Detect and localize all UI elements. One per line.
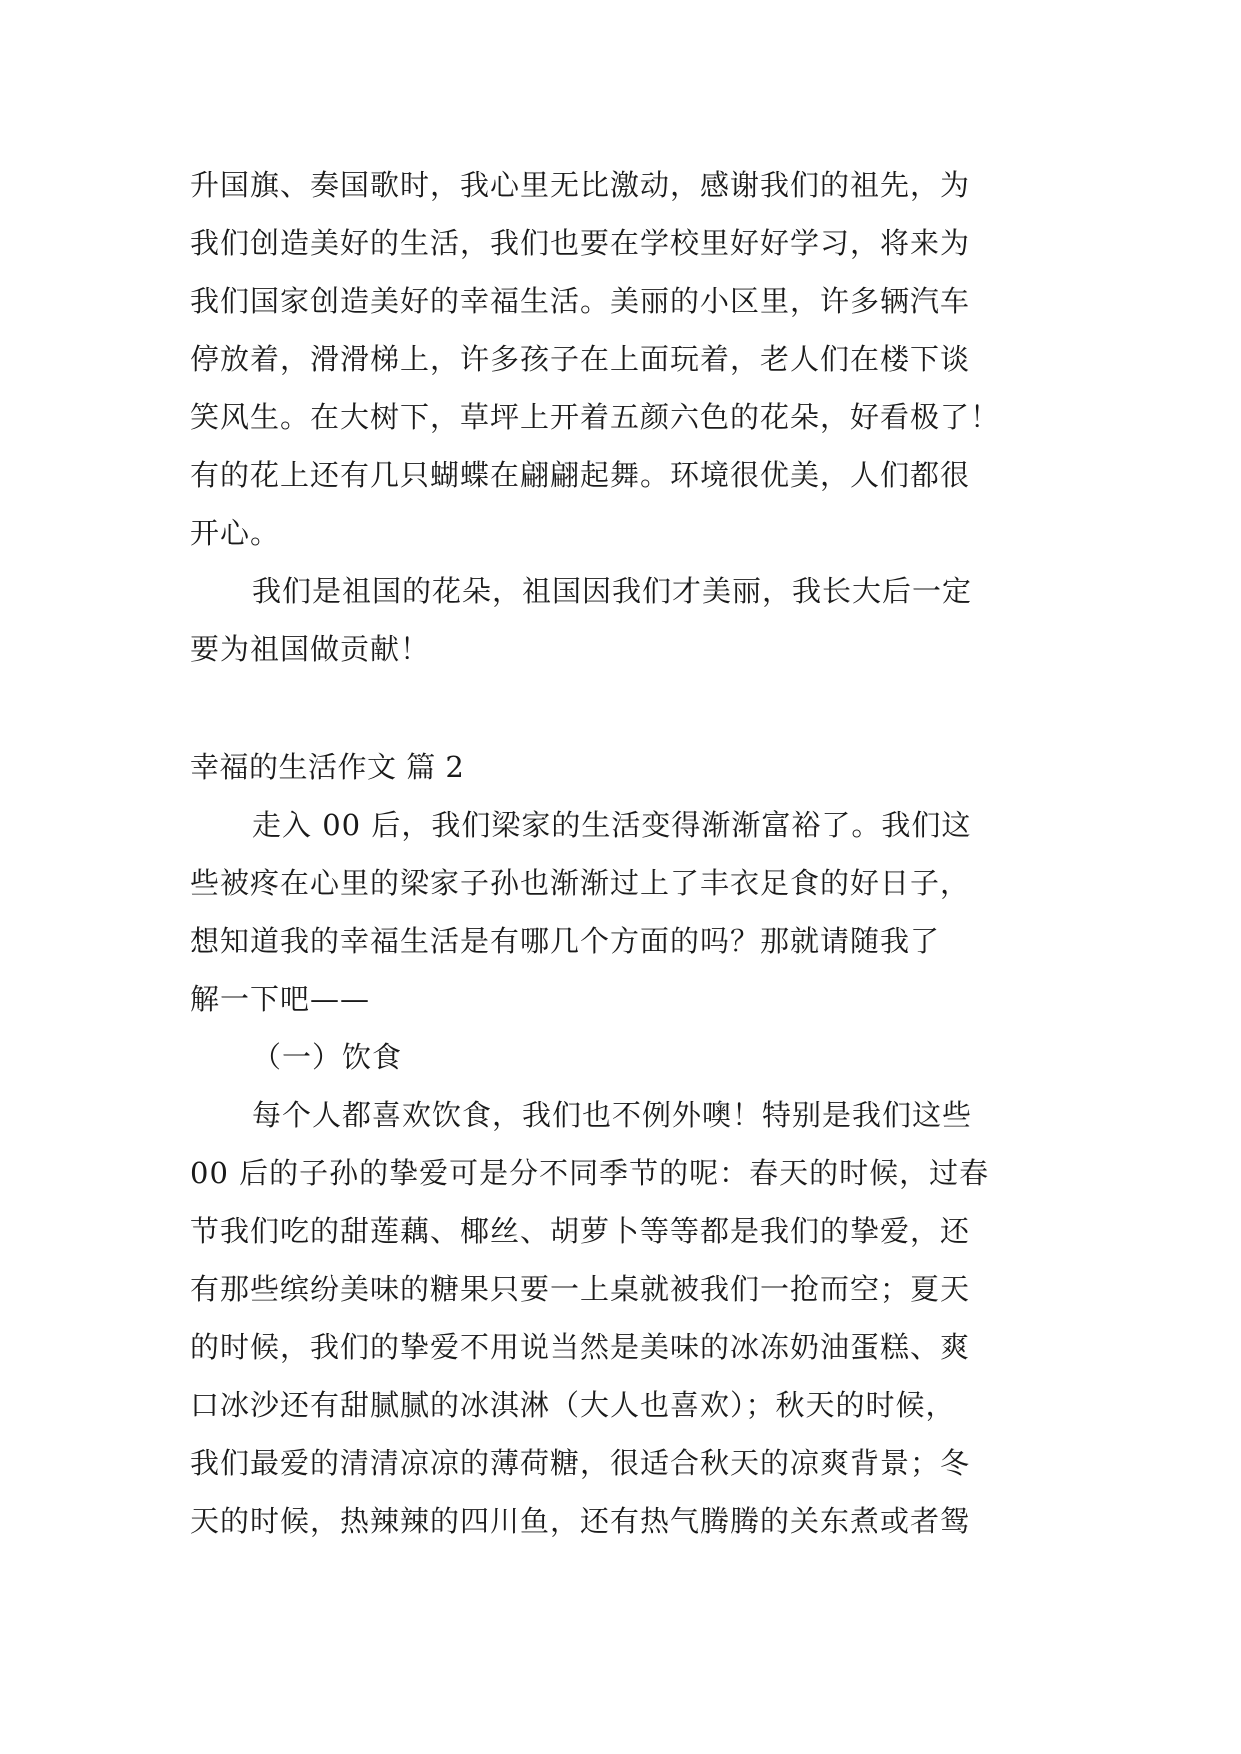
text-line: 我们是祖国的花朵，祖国因我们才美丽，我长大后一定 (252, 574, 973, 608)
text-line: 解一下吧—— (190, 982, 371, 1016)
section-heading: 幸福的生活作文 篇 2 (190, 750, 465, 784)
text-line: 天的时候，热辣辣的四川鱼，还有热气腾腾的关东煮或者鸳 (190, 1504, 971, 1538)
text-line: 笑风生。在大树下，草坪上开着五颜六色的花朵，好看极了！ (190, 400, 1001, 434)
subheading: （一）饮食 (252, 1040, 403, 1074)
text-line: 要为祖国做贡献！ (190, 632, 431, 666)
text-line: 00 后的子孙的挚爱可是分不同季节的呢：春天的时候，过春 (190, 1156, 990, 1190)
text-line: 我们国家创造美好的幸福生活。美丽的小区里，许多辆汽车 (190, 284, 971, 318)
text-line: 走入 00 后，我们梁家的生活变得渐渐富裕了。我们这 (252, 808, 972, 842)
text-line: 的时候，我们的挚爱不用说当然是美味的冰冻奶油蛋糕、爽 (190, 1330, 971, 1364)
text-line: 升国旗、奏国歌时，我心里无比激动，感谢我们的祖先，为 (190, 168, 971, 202)
text-line: 节我们吃的甜莲藕、椰丝、胡萝卜等等都是我们的挚爱，还 (190, 1214, 971, 1248)
text-line: 有的花上还有几只蝴蝶在翩翩起舞。环境很优美，人们都很 (190, 458, 971, 492)
text-line: 有那些缤纷美味的糖果只要一上桌就被我们一抢而空；夏天 (190, 1272, 971, 1306)
text-line: 些被疼在心里的梁家子孙也渐渐过上了丰衣足食的好日子， (190, 866, 971, 900)
text-line: 停放着，滑滑梯上，许多孩子在上面玩着，老人们在楼下谈 (190, 342, 971, 376)
text-line: 我们创造美好的生活，我们也要在学校里好好学习，将来为 (190, 226, 971, 260)
text-line: 我们最爱的清清凉凉的薄荷糖，很适合秋天的凉爽背景；冬 (190, 1446, 971, 1480)
text-line: 口冰沙还有甜腻腻的冰淇淋（大人也喜欢）；秋天的时候， (190, 1388, 956, 1422)
text-line: 开心。 (190, 516, 281, 550)
text-line: 每个人都喜欢饮食，我们也不例外噢！特别是我们这些 (252, 1098, 973, 1132)
text-line: 想知道我的幸福生活是有哪几个方面的吗？那就请随我了 (190, 924, 941, 958)
